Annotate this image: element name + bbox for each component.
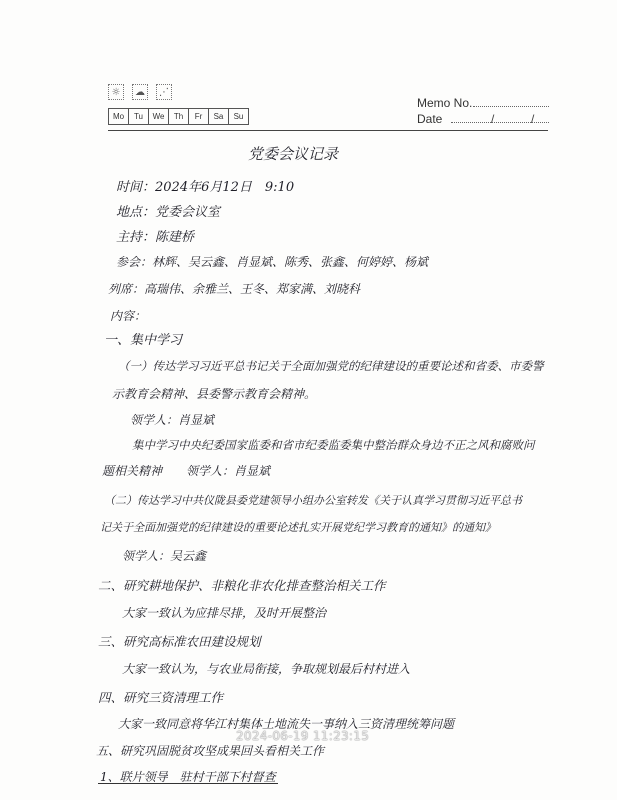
section-heading: 五、研究巩固脱贫攻坚成果回头看相关工作 bbox=[96, 744, 325, 758]
weekday-boxes bbox=[108, 108, 248, 125]
note-line: 领学人：吴云鑫 bbox=[122, 549, 207, 563]
date-separator: / bbox=[531, 112, 535, 126]
note-line: 大家一致同意将华江村集体土地流失一事纳入三资清理统筹问题 bbox=[118, 717, 455, 731]
note-line: 记关于全面加强党的纪律建设的重要论述扎实开展党纪学习教育的通知》的通知》 bbox=[100, 521, 496, 534]
cloud-icon: ☁ bbox=[132, 84, 148, 100]
date-separator: / bbox=[491, 112, 495, 126]
note-line: 领学人：肖显斌 bbox=[130, 413, 215, 427]
content-label: 内容： bbox=[110, 309, 147, 323]
meeting-attendees: 参会：林辉、吴云鑫、肖显斌、陈秀、张鑫、何婷婷、杨斌 bbox=[116, 255, 429, 269]
note-line: 大家一致认为应排尽排，及时开展整治 bbox=[122, 606, 327, 620]
meeting-time: 时间：2024年6月12日 9:10 bbox=[116, 180, 295, 195]
weather-icons bbox=[108, 84, 172, 100]
meeting-host: 主持：陈建桥 bbox=[116, 230, 195, 245]
meeting-observers: 列席：高瑞伟、余雅兰、王冬、郑家满、刘晓科 bbox=[108, 282, 361, 296]
section-heading: 二、研究耕地保护、非粮化非农化排查整治相关工作 bbox=[98, 578, 386, 593]
underline bbox=[98, 783, 278, 784]
note-line: 示教育会精神、县委警示教育会精神。 bbox=[112, 387, 317, 401]
sun-icon: ☼ bbox=[108, 84, 124, 100]
timestamp-watermark: 2024-06-19 11:23:15 bbox=[236, 729, 370, 743]
date-label: Date bbox=[417, 112, 443, 126]
page-title: 党委会议记录 bbox=[248, 145, 339, 163]
memo-no-label: Memo No. bbox=[417, 96, 473, 110]
note-line: （二）传达学习中共仪陇县委党建领导小组办公室转发《关于认真学习贯彻习近平总书 bbox=[104, 494, 522, 507]
header-rule bbox=[108, 130, 548, 131]
section-heading: 四、研究三资清理工作 bbox=[98, 690, 224, 705]
rain-icon: ⋰ bbox=[156, 84, 172, 100]
weekday-box: Tu bbox=[128, 108, 149, 125]
section-heading: 三、研究高标准农田建设规划 bbox=[98, 634, 261, 649]
weekday-box: Sa bbox=[208, 108, 229, 125]
note-line: 1、联片领导 驻村干部下村督查 bbox=[100, 770, 276, 784]
note-line: （一）传达学习习近平总书记关于全面加强党的纪律建设的重要论述和省委、市委警 bbox=[118, 359, 544, 373]
note-line: 集中学习中央纪委国家监委和省市纪委监委集中整治群众身边不正之风和腐败问 bbox=[132, 438, 535, 452]
weekday-box: Mo bbox=[108, 108, 129, 125]
weekday-box: Th bbox=[168, 108, 189, 125]
memo-no-line bbox=[473, 106, 549, 107]
weekday-box: Su bbox=[228, 108, 249, 125]
meeting-place: 地点：党委会议室 bbox=[116, 205, 221, 220]
section-heading: 一、集中学习 bbox=[104, 333, 183, 348]
weekday-box: We bbox=[148, 108, 169, 125]
weekday-box: Fr bbox=[188, 108, 209, 125]
note-line: 大家一致认为，与农业局衔接，争取规划最后村村进入 bbox=[122, 662, 411, 676]
note-line: 题相关精神 领学人：肖显斌 bbox=[102, 464, 271, 478]
